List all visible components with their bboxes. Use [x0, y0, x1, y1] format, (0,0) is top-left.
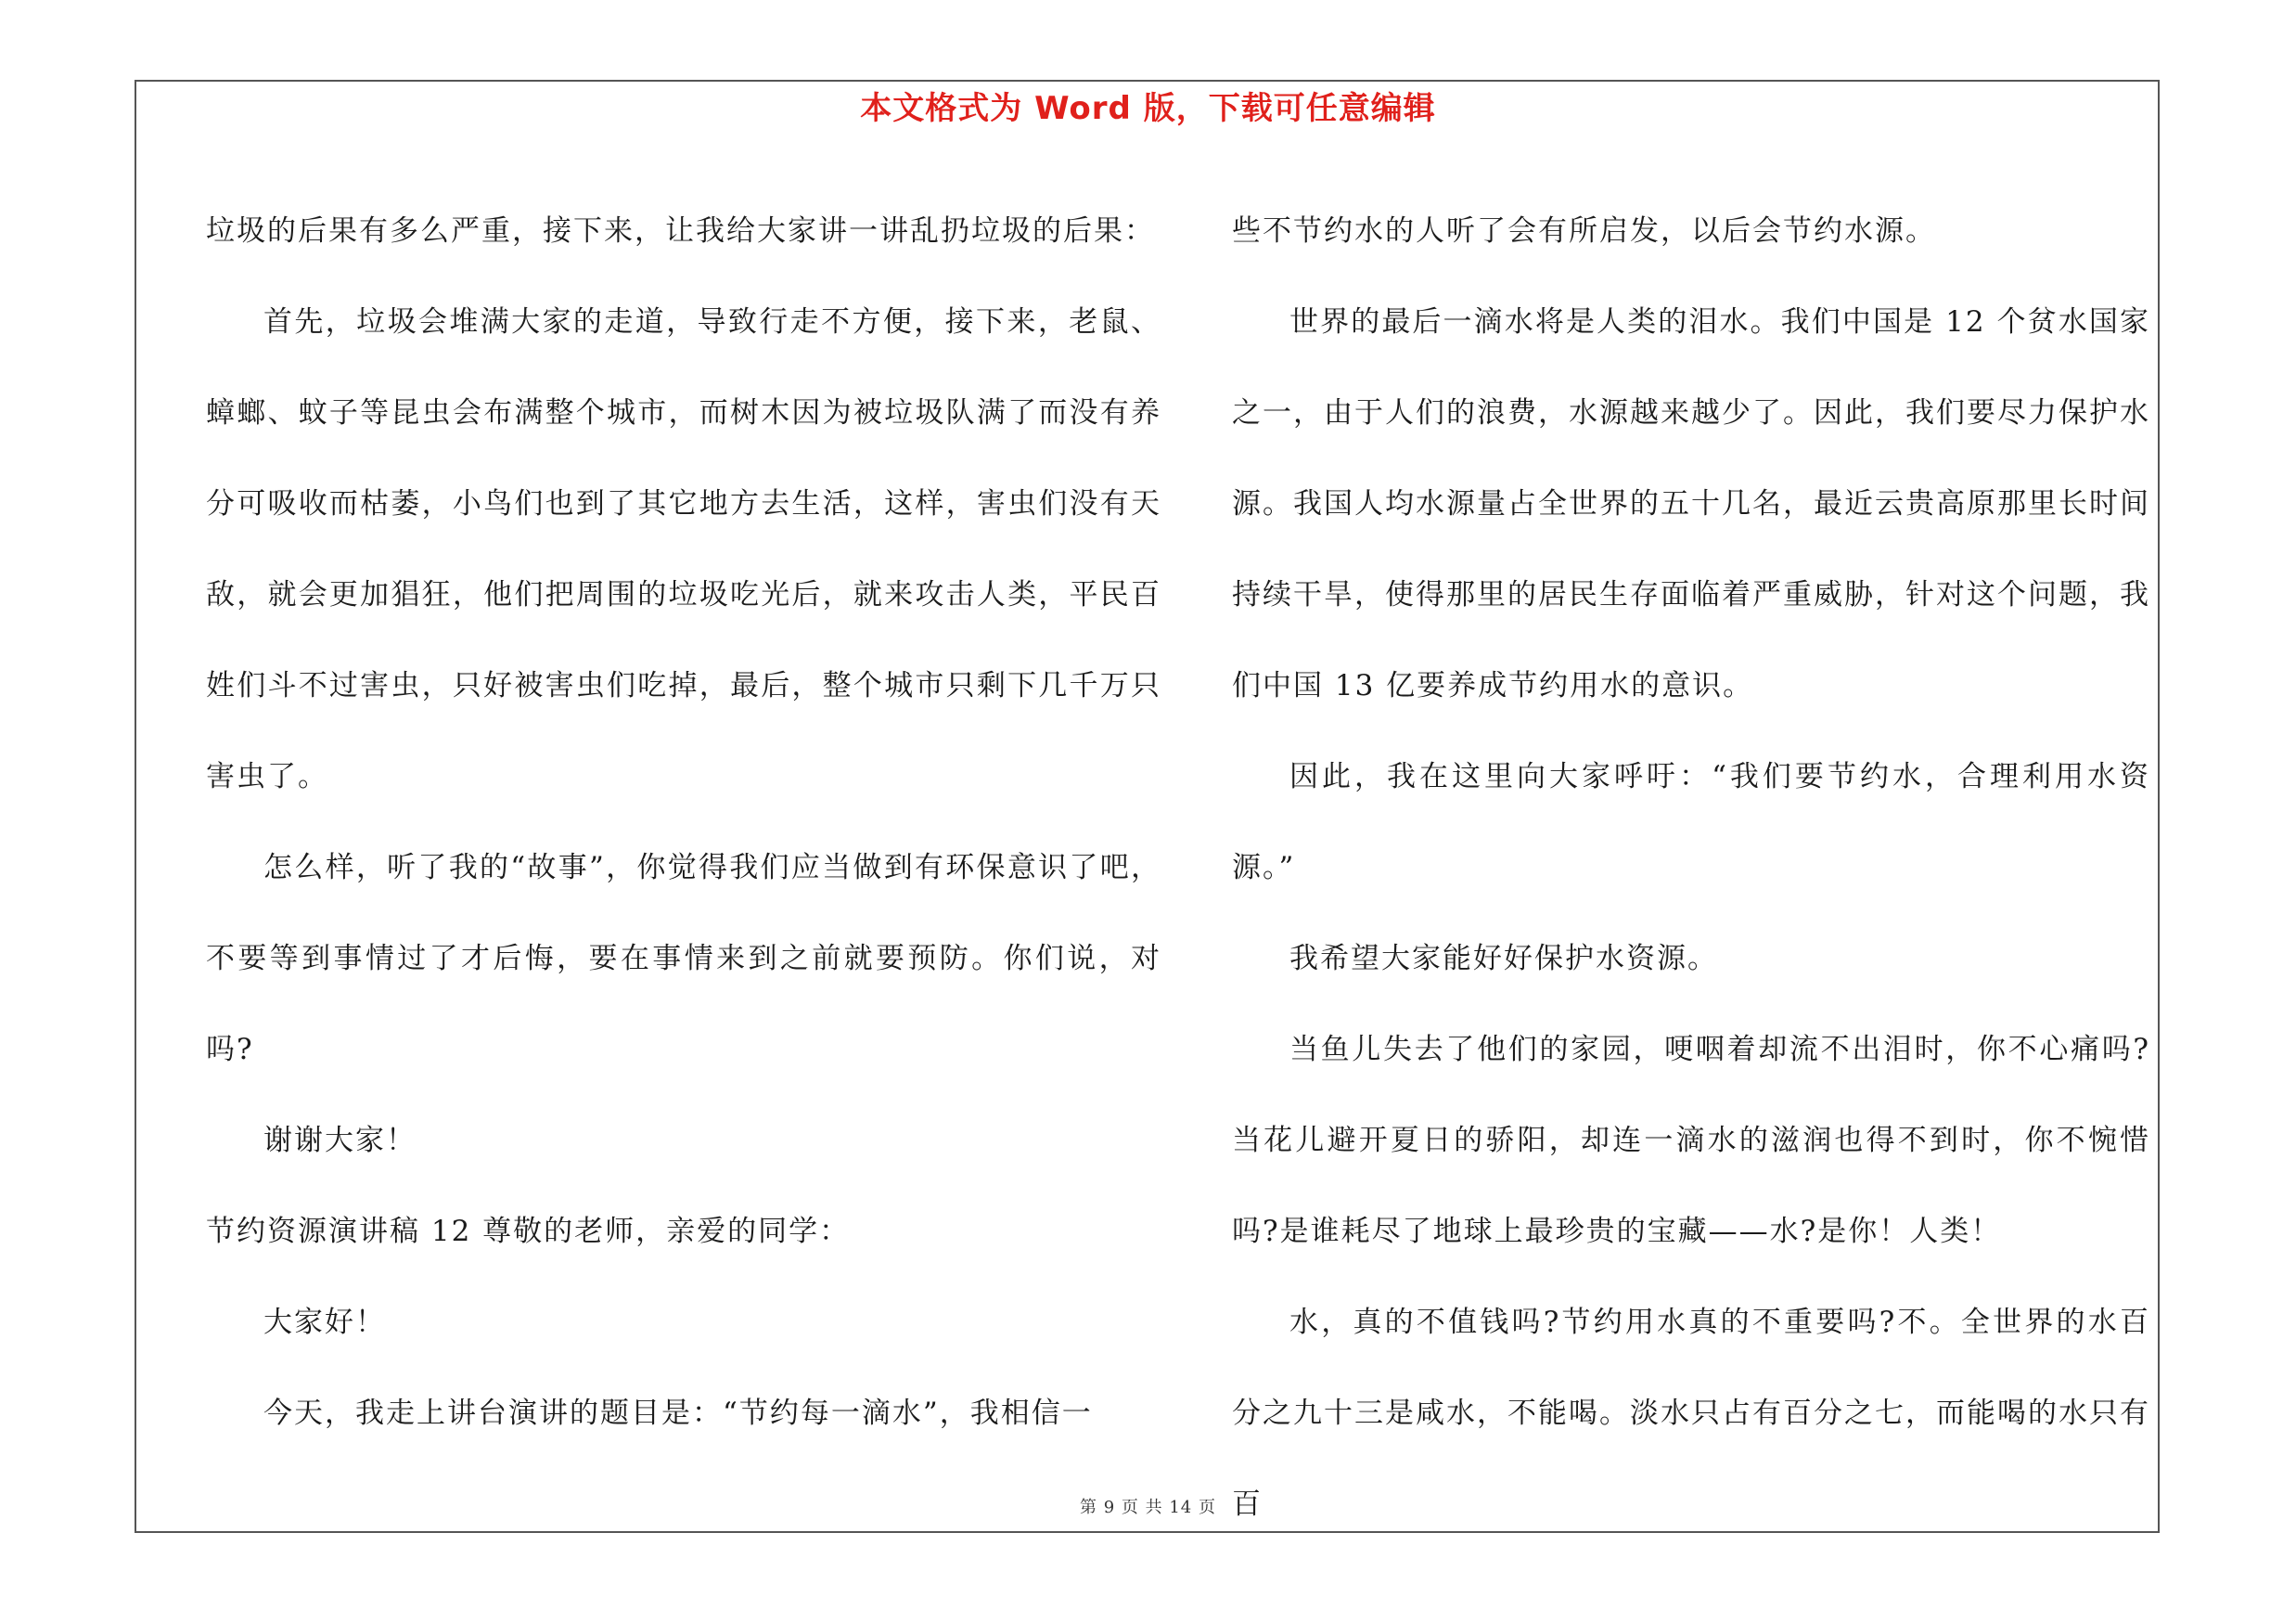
right-column — [1232, 186, 2150, 1550]
paragraph: 世界的最后一滴水将是人类的泪水。我们中国是 12 个贫水国家之一，由于人们的浪费，水源越来越少了。因此，我们要尽力保护水源。我国人均水源量占全世界的五十几名，最近云贵高原那里长时间持续干旱，使得那里的居民生存面临着严重威胁，针对这个问题，我们中国 13 亿要养成节约用水的意识。 — [1232, 305, 2150, 702]
paragraph: 节约资源演讲稿 12 尊敬的老师，亲爱的同学： — [206, 1215, 851, 1248]
paragraph: 谢谢大家！ — [263, 1124, 417, 1157]
paragraph: 因此，我在这里向大家呼吁：“我们要节约水，合理利用水资源。” — [1232, 760, 2150, 884]
left-column — [206, 186, 1161, 1459]
paragraph: 些不节约水的人听了会有所启发，以后会节约水源。 — [1232, 214, 1936, 248]
format-banner: 本文格式为 Word 版，下载可任意编辑 — [860, 90, 1436, 127]
paragraph: 垃圾的后果有多么严重，接下来，让我给大家讲一讲乱扔垃圾的后果： — [206, 214, 1155, 248]
paragraph: 首先，垃圾会堆满大家的走道，导致行走不方便，接下来，老鼠、蟑螂、蚊子等昆虫会布满整个城市，而树木因为被垃圾队满了而没有养分可吸收而枯萎，小鸟们也到了其它地方去生活，这样，害虫们没有天敌，就会更加猖狂，他们把周围的垃圾吃光后，就来攻击人类，平民百姓们斗不过害虫，只好被害虫们吃掉，最后，整个城市只剩下几千万只害虫了。 — [206, 305, 1161, 793]
paragraph: 怎么样，听了我的“故事”，你觉得我们应当做到有环保意识了吧，不要等到事情过了才后悔，要在事情来到之前就要预防。你们说，对吗? — [206, 851, 1161, 1066]
paragraph: 水，真的不值钱吗?节约用水真的不重要吗?不。全世界的水百分之九十三是咸水，不能喝。淡水只占有百分之七，而能喝的水只有百 — [1232, 1306, 2150, 1521]
page-number: 第 9 页 共 14 页 — [1080, 1498, 1216, 1517]
paragraph: 我希望大家能好好保护水资源。 — [1289, 942, 1718, 975]
paragraph: 当鱼儿失去了他们的家园，哽咽着却流不出泪时，你不心痛吗?当花儿避开夏日的骄阳，却连一滴水的滋润也得不到时，你不惋惜吗?是谁耗尽了地球上最珍贵的宝藏——水?是你！人类！ — [1232, 1033, 2150, 1248]
paragraph: 大家好！ — [263, 1306, 386, 1339]
paragraph: 今天，我走上讲台演讲的题目是：“节约每一滴水”，我相信一 — [263, 1397, 1093, 1430]
